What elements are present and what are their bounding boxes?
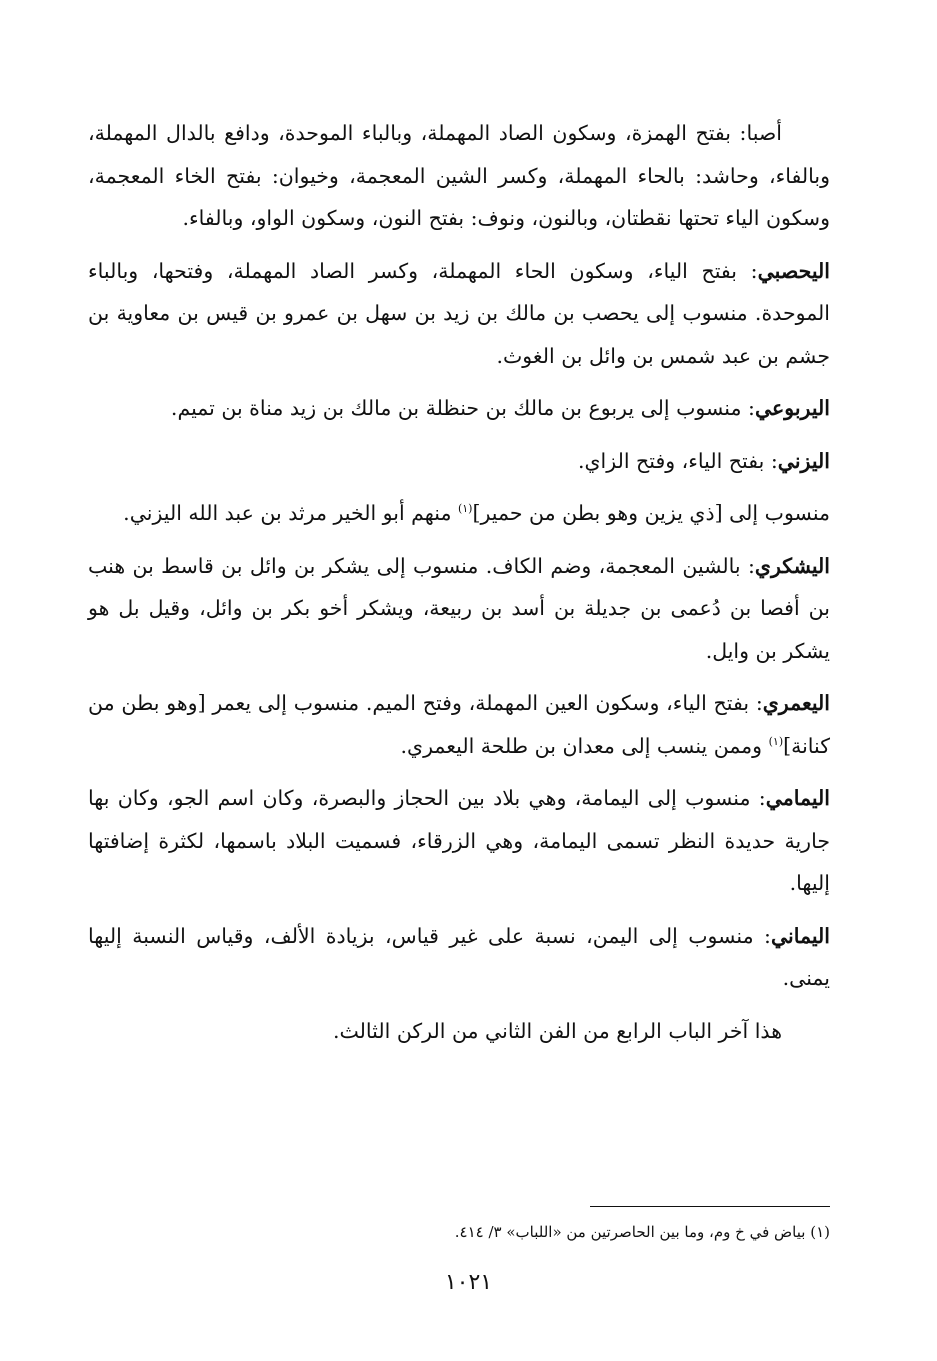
entry-heading: اليشكري <box>754 553 830 578</box>
chapter-closing: هذا آخر الباب الرابع من الفن الثاني من الركن الثالث. <box>333 1018 782 1043</box>
heading-colon: : <box>770 448 778 473</box>
entry-body: بفتح الياء، وسكون الحاء المهملة، وكسر الصاد المهملة، وفتحها، وبالباء الموحدة. منسوب إلى يحصب بن مالك بن زيد بن سهل بن عمرو بن قيس بن معاوية بن جشم بن عبد شمس بن وائل بن الغوث. <box>88 258 830 368</box>
entry-heading: اليعمري <box>762 691 830 715</box>
heading-colon: : <box>750 258 758 283</box>
entry-body: منسوب إلى يربوع بن مالك بن حنظلة بن مالك بن زيد مناة بن تميم. <box>170 396 742 420</box>
page-number: ١٠٢١ <box>444 1270 493 1295</box>
heading-colon: : <box>748 396 755 420</box>
entry-yarbui <box>88 387 830 430</box>
main-text <box>88 112 830 1062</box>
footnote-marker[interactable]: (١) <box>457 502 473 516</box>
entry-heading: اليحصبي <box>757 258 830 283</box>
heading-colon: : <box>764 923 771 948</box>
entry-body: منسوب إلى اليمن، نسبة على غير قياس، بزيادة الألف، وقياس النسبة إليها يمنى. <box>88 923 830 990</box>
footnote-marker[interactable]: (١) <box>768 734 784 748</box>
entry-body-tail: وممن ينسب إلى معدان بن طلحة اليعمري. <box>400 733 769 758</box>
footnote: (١) بياض في خ وم، وما بين الحاصرتين من «اللباب» ٣/ ٤١٤. <box>454 1223 830 1241</box>
heading-colon: : <box>747 553 755 578</box>
entry-body-tail: منهم أبو الخير مرثد بن عبد الله اليزني. <box>123 501 458 525</box>
entry-body: بفتح الياء، وفتح الزاي. <box>578 448 765 473</box>
entry-yamuri <box>88 682 830 767</box>
entry-yazani-continued <box>88 492 830 535</box>
heading-colon: : <box>755 691 763 715</box>
entry-body: أصبا: بفتح الهمزة، وسكون الصاد المهملة، وبالباء الموحدة، ودافع بالدال المهملة، وبالفاء، وحاشد: بالحاء المهملة، وكسر الشين المعجمة، وخيوان: بفتح الخاء المعجمة، وسكون الياء تحتها نقطتان، وبالنون، ونوف: بفتح النون، وسكون الواو، وبالفاء. <box>88 121 830 230</box>
entry-yazani <box>88 440 830 483</box>
entry-heading: اليمامي <box>765 786 830 810</box>
entry-body: بفتح الياء، وسكون العين المهملة، وفتح الميم. منسوب إلى يعمر [وهو بطن من كنانة] <box>88 691 830 758</box>
entry-asba <box>88 112 830 240</box>
entry-heading: اليماني <box>770 923 830 948</box>
entry-body: بالشين المعجمة، وضم الكاف. منسوب إلى يشكر بن وائل بن قاسط بن هنب بن أفصا بن دُعمى بن جديلة بن أسد بن ربيعة، ويشكر أخو بكر بن وائل، وقيل بل هو يشكر بن وايل. <box>88 553 830 663</box>
entry-body: منسوب إلى [ذي يزين وهو بطن من حمير] <box>472 501 830 525</box>
entry-body: منسوب إلى اليمامة، وهي بلاد بين الحجاز والبصرة، وكان اسم الجو، وكان بها جارية حديدة النظر تسمى اليمامة، وهي الزرقاء، فسميت البلاد باسمها، لكثرة إضافتها إليها. <box>88 786 830 895</box>
entry-heading: اليزني <box>777 448 830 473</box>
entry-yashkuri <box>88 545 830 673</box>
entry-yamami <box>88 777 830 905</box>
heading-colon: : <box>758 786 766 810</box>
entry-yamani <box>88 915 830 1000</box>
entry-heading: اليربوعي <box>754 396 830 420</box>
entry-yahsubi <box>88 250 830 378</box>
footnote-divider <box>590 1206 830 1207</box>
